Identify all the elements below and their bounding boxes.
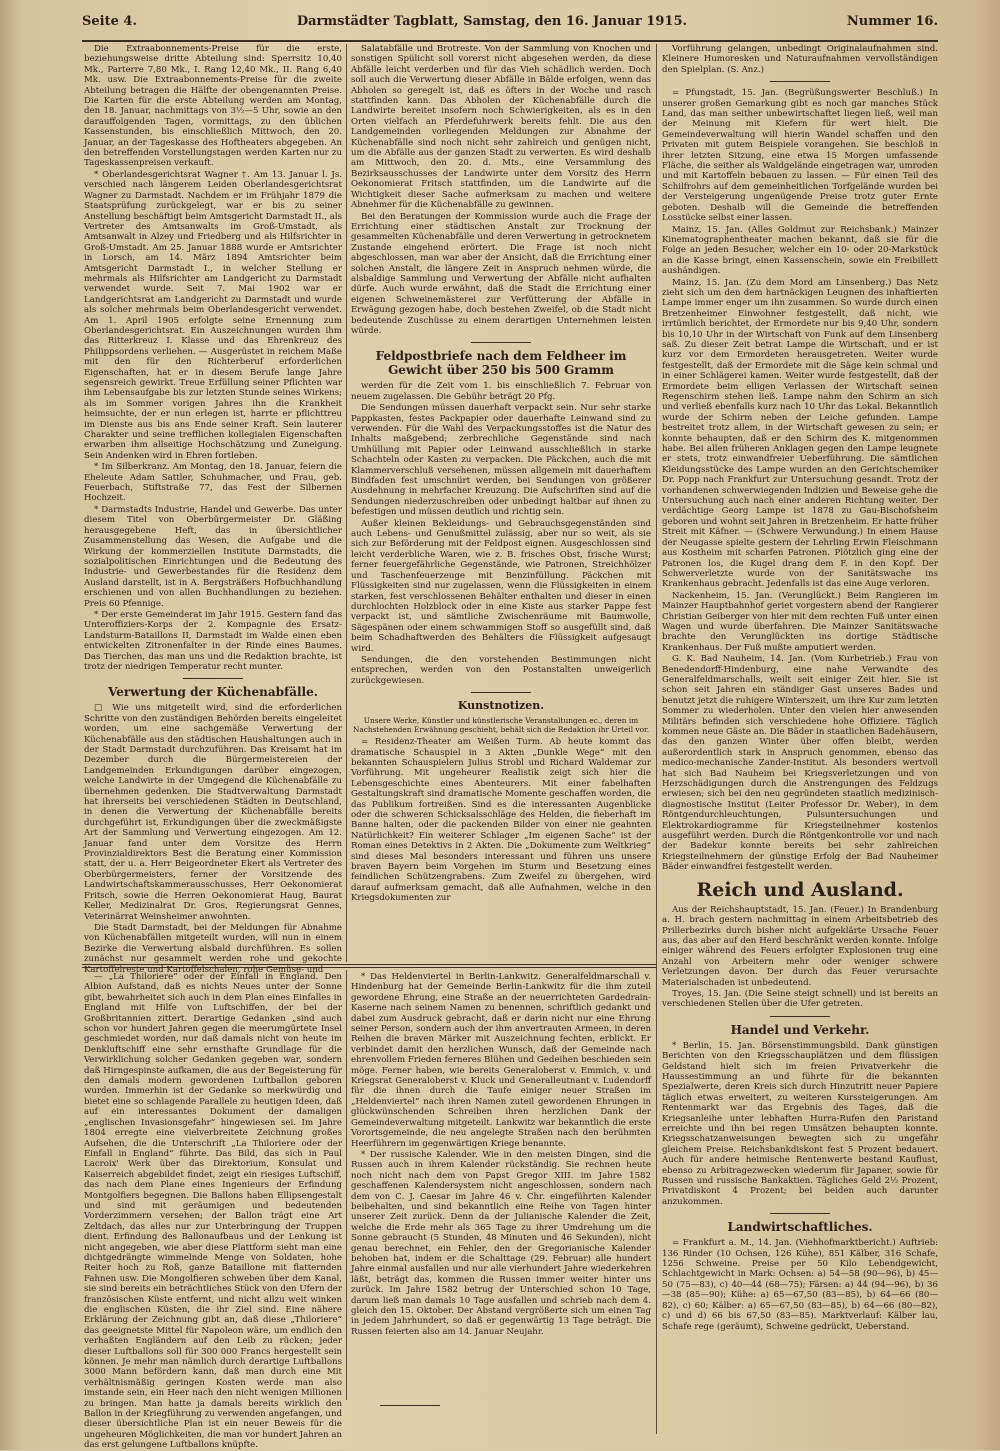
article-paragraph: Vorführung gelangen, unbedingt Originalaufnahmen sind. Kleinere Humoresken und Naturaufnahmen vervollständigen den Spielplan. (S. Anz.) [662, 44, 938, 75]
article-paragraph: Mainz, 15. Jan. (Alles Goldmut zur Reichsbank.) Mainzer Kinematographentheater machen bekannt, daß sie für die Folge an jeden Besucher, welcher ein 10- oder 20-Markstück an die Kasse bringt, einen Kassenschein, sowie ein Freibillett aushändigen. [662, 224, 938, 277]
column-rule [346, 44, 347, 962]
bottom-article-2 [351, 972, 651, 1400]
article-paragraph: Mainz, 15. Jan. (Zu dem Mord am Linsenberg.) Das Netz zieht sich um den dem hartnäckigen Leugnen des inhaftierten Lampe immer enger um ihn zusammen. So wurde durch einen Bretzenheimer Einwohner festgestellt, daß nicht, wie irrtümlich berichtet, der Ermordete nur bis 9,40 Uhr, sondern bis 10,10 Uhr in der Wirtschaft von Funk auf dem Linsenberg saß. Zu dieser Zeit betrat Lampe die Wirtschaft, und er ist kurz vor dem Ermordeten herausgetreten. Weiter wurde festgestellt, daß der Ermordete mit die Säge kein schmal und in einer Schlägerei kamen. Weiter wurde festgestellt, daß der Ermordete beim elligen Verlassen der Wirtschaft seinen Regenschirm stehen ließ. Lampe nahm den Schirm an sich und verließ ebenfalls kurz nach 10 Uhr das Lokal. Bekanntlich wurde der Schirm neben der Leiche gefunden. Lampe bestreitet trotz allem, in der Wirtschaft gewesen zu sein; er konnte behaupten, daß er den Schirm des K. mitgenommen habe. Bei allen früheren Anklagen gegen den Lampe leugnete er stets, trotz einwandfreier Ueberführung. Die sämtlichen Kleidungsstücke des Lampe wurden an den Gerichtschemiker Dr. Popp nach Frankfurt zur Untersuchung gesandt. Trotz der vorhandenen schwerwiegenden Indizien und Beweise gehe die Untersuchung auch nach einer anderen Richtung weiter. Der verdächtige Georg Lampe ist 1878 zu Gau-Bischofsheim geboren und wohnt seit Jahren in Bretzenheim. Er hatte früher Streit mit Käfner. — (Schwere Verwundung.) In einem Hause der Neugasse spielte gestern der Lehrling Erwin Fleischmann aus Kostheim mit scharfen Patronen. Plötzlich ging eine der Patronen los, die Kugel drang dem F. in den Kopf. Der Schwerverletzte wurde von der Sanitätswache ins Krankenhaus gebracht. Jedenfalls ist das eine Auge verloren. [662, 277, 938, 590]
column-rule [656, 44, 657, 1434]
column-rule [346, 970, 347, 1400]
article-paragraph: G. K. Bad Nauheim, 14. Jan. (Vom Kurbetrieb.) Frau von Benedendorff-Hindenburg, eine nahe Verwandte des Generalfeldmarschalls, weilt seit einiger Zeit hier. Sie ist schon seit Jahren ein ständiger Gast unseres Bades und benutzt jetzt die ruhigere Winterszeit, um ihre Kur zum letzten Sommer zu wiederholen. Unter den vielen hier anwesenden Militärs befinden sich verschiedene hohe Offiziere. Täglich kommen neue Gäste an. Die Bäder in staatlichen Badehäusern, das den ganzen Winter über offen bleibt, werden außerordentlich stark in Anspruch genommen, ebenso das medico-mechanische Zander-Institut. Als besonders wertvoll hat sich Bad Nauheim bei Kriegsverletzungen und von Herzschädigungen durch die Anstrengungen des Feldzugs erwiesen; sich bei den neu gegründeten staatlich medizinisch-diagnostische Institut (Leiter Professor Dr. Weber), in dem Röntgendurchleuchtungen, Pulsuntersuchungen und Elektrokardiogramme für Kriegsteilnehmer kostenlos ausgeführt werden. Durch die Röntgenkontrolle vor und nach der Badekur konnte bereits bei sehr zahlreichen Kriegsteilnehmern der günstige Erfolg der Bad Nauheimer Bäder einwandfrei festgestellt werden. [662, 654, 938, 873]
article-paragraph: = Frankfurt a. M., 14. Jan. (Viehhofmarktbericht.) Auftrieb: 136 Rinder (10 Ochsen, 126 Kühe), 851 Kälber, 316 Schafe, 1256 Schweine. Preise per 50 Kilo Lebendgewicht, Schlachtgewicht in Mark: Ochsen: a) 54—58 (90—96), b) 45—50 (75—83), c) 40—44 (68—75); Färsen: a) 44 (94—96), b) 36—38 (85—90); Kühe: a) 65—67,50 (83—85), b) 64—66 (80—82), c) 60; Kälber: a) 65—67,50 (83—85), b) 64—66 (80—82), c) und d) 66 bis 67,50 (83—85). Marktverlauf: Kälber lau, Schafe rege (geräumt), Schweine gedrückt, Ueberstand. [662, 1238, 938, 1332]
article-paragraph: = Residenz-Theater am Weißen Turm. Ab heute kommt das dramatische Schauspiel in 3 Akten „Dunkle Wege“ mit den bekannten Schauspielern Julius Strobl und Richard Waldemar zur Vorführung. Mit ungeheurer Realistik zeigt sich hier die Lebensgeschichte eines Abenteurers. Mit einer fabelhaften Gestaltungskraft sind dramatische Momente geschaffen worden, die das Publikum fortreißen. Sind es die interessanten Augenblicke oder die schweren Schicksalsschläge des Helden, die fieberhaft im Banne halten, oder die packenden Bilder von einer nie geahnten Natürlichkeit? Ein weiterer Schlager „Im eigenen Sache“ ist der Roman eines Detektivs in 2 Akten. Die „Dokumente zum Weltkrieg“ sind dieses Mal besonders interessant und führen uns unsere braven Bayern beim Vorgehen im Sturm und Besetzung eines feindlichen Schützengrabens. Zum Zweifel zu übergehen, wird darauf aufmerksam gemacht, daß alle Aufnahmen, welche in den Kriegsdokumenten zur [351, 737, 651, 904]
column-2 [351, 44, 651, 962]
article-paragraph: — „La Thiloriere“ oder der Einfall in England. Den Albion Aufstand, daß es nichts Neues unter der Sonne gibt, bewahrheitet sich auch in dem Plan eines Einfalles in England mit Hilfe von Luftschiffen, der bei der Großbritannien zittert. Derartige Gedanken „sind auch schon vor hundert Jahren gegen die meerumgürtete Insel geschmiedet worden, nur daß damals nicht von heute im Denkluftschiff eine sehr ernsthafte Grundlage für die Verwirklichung solcher Gedanken gegeben war, sondern daß Hirngespinste aufkamen, die aus der Begeisterung für den damals modern gewordenen Luftballon geboren wurden. Immerhin ist der Gedanke so merkwürdig und bietet eine so schlagende Parallele zu heutigen Ideen, daß auf ein interessantes Dokument der damaligen „englischen Invasionsgefahr“ hingewiesen sei. Im Jahre 1804 erregte eine vielverbreitete Zeichnung großes Aufsehen, die die Unterschrift „La Thiloriere oder der Einfall in England“ führte. Das Bild, das sich in Paul Lacroix' Werk über das Direktorium, Konsulat und Kaiserreich abgebildet findet, zeigt ein riesiges Luftschiff, das nach dem Plane eines Ingenieurs der Erfindung Montgolfiers begegnen. Die Ballons haben Ellipsengestalt und sind mit geräumigen und bedeutenden Vorderzimmern versehen; der Ballon trägt eine Art Zeltdach, das alles nur zur Unterbringung der Truppen dient. Erfindung des Ballonaufbaus und der Lenkung ist nicht angegeben, wie aber diese Plattform sieht man eine dichtgedrängte wimmelnde Menge von Soldaten, hohe Reiter hoch zu Roß, ganze Bataillone mit flatternden Fahnen usw. Die Mongolfieren schweben über dem Kanal, sie sind bereits ein beträchtliches Stück von den Ufern der französischen Küste entfernt, und nicht allzu weit winken die englischen Küsten, die ihr Ziel sind. Eine nähere Erklärung der Zeichnung gibt an, daß diese „Thiloriere“ das geeignetste Mittel für Napoleon wäre, um endlich den verhaßten Engländern auf den Leib zu rücken; jeder dieser Luftballons soll für 300 000 Francs hergestellt sein können. Je mehr man nämlich durch derartige Luftballons 3000 Mann befördern kann, daß man durch eine Mit verhältnismäßig geringen Kosten werde man also imstande sein, ein Heer nach den nicht wenigen Millionen zu bringen. Man hatte ja damals bereits wirklich den Ballon in der Kriegführung zu verwenden angefangen, und dieser übersichtliche Plan ist ein neuer Beweis für die ungeheuren Möglichkeiten, die man vor hundert Jahren an das erst gelungene Luftballons knüpfte. [84, 972, 342, 1451]
header-rule [82, 40, 938, 42]
article-paragraph: Außer kleinen Bekleidungs- und Gebrauchsgegenständen sind auch Lebens- und Genußmittel zulässig, aber nur so weit, als sie sich zur Beförderung mit der Feldpost eignen. Ausgeschlossen sind leicht verderbliche Waren, wie z. B. frisches Obst, frische Wurst; ferner feuergefährliche Gegenstände, wie Patronen, Streichhölzer und Taschenfeuerzeuge mit Benzinfüllung. Päckchen mit Flüssigkeiten sind nur zugelassen, wenn die Flüssigkeiten in einem starken, fest verschlossenen Behälter enthalten und dieser in einen durchlochten Holzblock oder in eine Kiste aus starker Pappe fest verpackt ist, und sämtliche Zwischenräume mit Baumwolle, Sägespänen oder einem schwammigen Stoff so ausgefüllt sind, daß beim Schadhaftwerden des Behälters die Flüssigkeit aufgesaugt wird. [351, 518, 651, 654]
separator-rule [183, 678, 243, 679]
article-paragraph: Bei den Beratungen der Kommission wurde auch die Frage der Errichtung einer städtischen Anstalt zur Trocknung der gesammelten Küchenabfälle und deren Verwertung in getrocknetem Zustande eingehend erörtert. Die Frage ist noch nicht abgeschlossen, man war aber der Ansicht, daß die Errichtung einer solchen Anstalt, die längere Zeit in Anspruch nehmen würde, die alsbaldige Sammlung und Verwertung der Abfälle nicht aufhalten dürfe. Auch wurde erwähnt, daß die Stadt die Errichtung einer eigenen Schweinemästerei zur Verfütterung der Abfälle in Erwägung gezogen habe, doch bestehen Zweifel, ob die Stadt nicht bedeutende Zuschüsse zu einem derartigen Unternehmen leisten würde. [351, 211, 651, 336]
section-heading: Feldpostbriefe nach dem Feldheer im Gewicht über 250 bis 500 Gramm [375, 349, 627, 378]
page-fold-shadow-right [972, 0, 1000, 1450]
separator-rule [770, 1213, 830, 1214]
separator-rule [471, 692, 531, 693]
article-paragraph: * Darmstadts Industrie, Handel und Gewerbe. Das unter diesem Titel von Oberbürgermeister Dr. Gläßing herausgegebene Heft, das in übersichtlicher Zusammenstellung das Wesen, die Aufgabe und die Wirkung der kommerziellen Institute Darmstadts, die sozialpolitischen Einrichtungen und die Bedeutung des Industrie- und Gewerbestandes für die Residenz dem Ausland darstellt, ist in A. Bergsträßers Hofbuchhandlung erschienen und von allen Buchhandlungen zu beziehen. Preis 60 Pfennige. [84, 504, 342, 609]
section-heading: Verwertung der Küchenabfälle. [108, 685, 318, 700]
article-paragraph: * Berlin, 15. Jan. Börsenstimmungsbild. Dank günstigen Berichten von den Kriegsschauplätzen und dem flüssigen Geldstand hielt sich im freien Privatverkehr die Haussestimmung an und führte für die bekannten Spezialwerte, deren Kreis sich durch Hinzutritt neuer Papiere täglich etwas erweitert, zu weiteren Kurssteigerungen. Am Rentenmarkt war das Ergebnis des Tages, daß die Kriegsanleihe unter lebhaften Hurra-Rufen den Paristand erreichte und ihn bei regen Umsätzen behaupten konnte. Kriegsschatzanweisungen bewegten sich zu ungefähr gleichem Preise. Reichsbankdiskont fest 5 Prozent bedauert. Auch für andere heimische Rentenwerte bestand Kauflust, ebenso zu Arbitragezwecken wiederum für Japaner, sowie für Russen und russische Bankaktien. Tägliches Geld 2½ Prozent, Privatdiskont 4 Prozent; bei beiden auch darunter anzukommen. [662, 1040, 938, 1207]
editorial-note: Unsere Werke, Künstler und künstlerische Veranstaltungen ec., deren im Nachstehenden Erwähnung geschieht, behält sich die Redaktion ihr Urteil vor. [352, 716, 650, 735]
article-paragraph: Aus der Reichshauptstadt, 15. Jan. (Feuer.) In Brandenburg a. H. brach gestern nachmittag in einem Arbeitsbetrieb des Prillerbezirks durch bisher nicht aufgeklärte Ursache Feuer aus, das aber auf den Herd beschränkt werden konnte. Infolge einiger während des Feuers erfolgter Explosionen trug eine Anzahl von Arbeitern mehr oder weniger schwere Verletzungen davon. Der durch das Feuer verursachte Materialschaden ist unbedeutend. [662, 904, 938, 988]
section-rule [82, 964, 656, 965]
article-paragraph: Die Extraabonnements-Preise für die erste, beziehungsweise dritte Abteilung sind: Sperrsitz 10,40 Mk., Parterre 7,80 Mk., I. Rang 12,40 Mk., II. Rang 6,40 Mk. usw. Die Extraabonnements-Preise für die zweite Abteilung betragen die Hälfte der obengenannten Preise. Die Karten für die erste Abteilung werden am Montag, den 18. Januar, nachmittags von 3½—5 Uhr, sowie an den darauffolgenden Tagen, vormittags, zu den üblichen Kassenstunden, bis einschließlich Mittwoch, den 20. Januar, an der Tageskasse des Hoftheaters abgegeben. An den betreffenden Vorstellungstagen werden Karten nur zu Tageskassenpreisen verkauft. [84, 44, 342, 169]
page-number: Seite 4. [82, 14, 137, 29]
article-paragraph: Die Stadt Darmstadt, bei der Meldungen für Abnahme von Küchenabfällen mitgeteilt wurden, will nun in einem Bezirke die Verwertung alsbald durchführen. Es sollen zunächst nur gesammelt werden rohe und gekochte Kartoffelreste und Kartoffelschalen, rohe Gemüse- und [84, 922, 342, 975]
article-paragraph: = Pfungstadt, 15. Jan. (Begrüßungswerter Beschluß.) In unserer großen Gemarkung gibt es noch gar manches Stück Land, das man seither unbewirtschaftet liegen ließ, weil man der Meinung mit Kiefern für wert hielt. Die Gemeindeverwaltung will hierin Wandel schaffen und den Privaten mit gutem Beispiele vorangehen. Sie beschloß in ihrer letzten Sitzung, eine etwa 15 Morgen umfassende Fläche, die seither als Waldgelände eingetragen war, umroden und mit Kartoffeln bebauen zu lassen. — Für einen Teil des Schilfrohrs auf dem gemeinheitlichen Torfgelände wurden bei der Versteigerung ungenügende Preise trotz guter Ernte geboten. Deshalb will die Gemeinde die betreffenden Losstücke selbst einer lassen. [662, 88, 938, 224]
article-paragraph: Die Sendungen müssen dauerhaft verpackt sein. Nur sehr starke Pappkasten, festes Packpapier oder dauerhafte Leinwand sind zu verwenden. Für die Wahl des Verpackungsstoffes ist die Natur des Inhalts maßgebend; zerbrechliche Gegenstände sind nach Umhüllung mit Papier oder Leinwand ausschließlich in starke Schachteln oder Kasten zu verpacken. Die Päckchen, auch die mit Klammerverschluß versehenen, müssen allgemein mit dauerhaftem Bindfaden fest umschnürt werden, bei Sendungen von größerer Ausdehnung in mehrfacher Kreuzung. Die Aufschriften sind auf die Sendungen niederzuschreiben oder unbedingt haltbar auf ihnen zu befestigen und müssen deutlich und richtig sein. [351, 403, 651, 518]
issue-number: Nummer 16. [846, 14, 938, 29]
section-heading: Handel und Verkehr. [730, 1022, 870, 1037]
section-rule [82, 967, 656, 968]
article-paragraph: * Der russische Kalender. Wie in den meisten Dingen, sind die Russen auch in ihrem Kalender rückständig. Sie rechnen heute noch nicht nach dem von Papst Gregor XIII. im Jahre 1582 geschaffenen Kalendersystem nicht angeschlossen, sondern nach dem von C. J. Caesar im Jahre 46 v. Chr. eingeführten Kalender beibehalten, und sind bekanntlich eine Reihe von Tagen hinter unserer Zeit zurück. Denn da der Julianische Kalender die Zeit, welche die Erde mehr als 365 Tage zu ihrer Umdrehung um die Sonne gebraucht (5 Stunden, 48 Minuten und 46 Sekunden), nicht genau berechnet, ein Fehler, den der Gregorianische Kalender behoben hat, indem er die Schalttage (29. Februar) alle hundert Jahre einmal ausfallen und nur alle vierhundert Jahre wiederkehren läßt, beträgt das, kommen die Russen immer weiter hinter uns zurück. Im Jahre 1582 betrug der Unterschied schon 10 Tage, darum ließ man damals 10 Tage ausfallen und schrieb nach dem 4. gleich den 15. Oktober. Der Abstand vergrößerte sich um einen Tag in jedem Jahrhundert, so daß er gegenwärtig 13 Tage beträgt. Die Russen feierten also am 14. Januar Neujahr. [351, 1149, 651, 1337]
page-fold-shadow-left [0, 0, 22, 1450]
section-heading: Landwirtschaftliches. [727, 1220, 873, 1235]
article-paragraph: Nackenheim, 15. Jan. (Verunglückt.) Beim Rangieren im Mainzer Hauptbahnhof geriet vorgestern abend der Rangierer Christian Geiberger von hier mit dem rechten Fuß unter einen Wagen und wurde überfahren. Die Mainzer Sanitätswache brachte den Verunglückten ins dortige Städtische Krankenhaus. Der Fuß mußte amputiert werden. [662, 590, 938, 653]
article-paragraph: * Der erste Gemeinderat im Jahr 1915. Gestern fand das Unteroffiziers-Korps der 2. Kompagnie des Ersatz-Landsturm-Bataillons II, Darmstadt im Walde einen eben entwickelten Zitronenfalter in der Rinde eines Baumes. Das Tierchen, das man uns und die Redaktion brachte, ist trotz der niedrigen Temperatur recht munter. [84, 609, 342, 672]
article-paragraph: Sendungen, die den vorstehenden Bestimmungen nicht entsprechen, werden von den Postanstalten unweigerlich zurückgewiesen. [351, 654, 651, 686]
article-paragraph: werden für die Zeit vom 1. bis einschließlich 7. Februar von neuem zugelassen. Die Gebühr beträgt 20 Pfg. [351, 381, 651, 402]
column-1 [84, 44, 342, 975]
section-heading: Reich und Ausland. [696, 878, 904, 901]
separator-rule [770, 81, 830, 82]
column-3 [662, 44, 938, 1436]
separator-rule [471, 342, 531, 343]
section-heading: Kunstnotizen. [457, 699, 545, 713]
article-paragraph: □ Wie uns mitgeteilt wird, sind die erforderlichen Schritte von den zuständigen Behörden bereits eingeleitet worden, um eine sachgemäße Verwertung der Küchenabfälle aus den städtischen Haushaltungen auch in der Stadt Darmstadt durchzuführen. Das Kreisamt hat im Dezember durch die Bürgermeistereien der Landgemeinden Erkundigungen darüber eingezogen, welche Landwirte in der Umgegend die Küchenabfälle zu übernehmen gedenken. Die Stadtverwaltung Darmstadt hat ihrerseits bei verschiedenen Städten in Deutschland, in denen die Verwertung der Küchenabfälle bereits durchgeführt ist, Erkundigungen über die zweckmäßigste Art der Sammlung und Verwertung eingezogen. Am 12. Januar fand unter dem Vorsitze des Herrn Provinzialdirektors Best die Beratung einer Kommission statt, der u. a. Herr Beigeordneter Ekert als Vertreter des Oberbürgermeisters, ferner der Vorsitzende des Landwirtschaftskammerausschusses, Herr Oekonomierat Fritsch, sowie die Herren Oekonomierat Haug, Baurat Keller, Medizinalrat Dr. Gros, Regierungsrat Gennes, Veterinärrat Weinsheimer anwohnten. [84, 703, 342, 922]
article-paragraph: * Das Heldenviertel in Berlin-Lankwitz. Generalfeldmarschall v. Hindenburg hat der Gemeinde Berlin-Lankwitz für die ihm zuteil gewordene Ehrung, eine Straße an der neuerrichteten Gardedrain-Kaserne nach seinem Namen zu benennen, schriftlich gedankt und dabei zum Ausdruck gebracht, daß er darin nicht nur eine Ehrung seiner Person, sondern auch der ihm anvertrauten Armeen, in deren Reihen die braven Märker mit Auszeichnung fechten, erblickt. Er verbindet damit den herzlichen Wunsch, daß der Gemeinde nach ehrenvollem Frieden ferneres Blühen und Gedeihen beschieden sein möge. Ferner haben, wie bereits Generaloberst v. Emmich, v. und Kriegsrat Generaloberst v. Kluck und Generalleutnant v. Ludendorff für die ihnen durch die Taufe einiger neuer Straßen im „Heldenviertel“ nach ihren Namen zuteil gewordenen Ehrungen in glückwünschenden Schreiben ihren herzlichen Dank der Gemeindeverwaltung mitgeteilt. Lankwitz war bekanntlich die erste Vorortsgemeinde, die neu angelegte Straßen nach den berühmten Heerführern im gegenwärtigen Kriege benannte. [351, 972, 651, 1149]
separator-rule [770, 1016, 830, 1017]
bottom-article-1 [84, 972, 342, 1451]
article-paragraph: Salatabfälle und Brotreste. Von der Sammlung von Knochen und sonstigen Spülicht soll vorerst nicht abgesehen werden, da diese Abfälle leicht verderben und für das Vieh schädlich werden. Doch soll auch die Verwertung dieser Abfälle in Bälde erfolgen, wenn das Abholen so geregelt ist, daß es öfters in der Woche und rasch stattfinden kann. Das Abholen der Küchenabfälle durch die Landwirte bereitet insofern noch Schwierigkeiten, als es in den Orten vielfach an Pferdefuhrwerk bereits fehlt. Die aus den Landgemeinden vorliegenden Meldungen zur Abnahme der Küchenabfälle sind noch nicht sehr zahlreich und genügen nicht, um die Abfälle aus der ganzen Stadt zu verwerten. Es wird deshalb am Mittwoch, den 20. d. Mts., eine Versammlung des Bezirksausschusses der Landwirte unter dem Vorsitz des Herrn Oekonomierat Fritsch stattfinden, um die Landwirte auf die Wichtigkeit dieser Sache aufmerksam zu machen und weitere Abnehmer für die Küchenabfälle zu gewinnen. [351, 44, 651, 211]
page-header [82, 14, 938, 36]
article-paragraph: Troyes, 15. Jan. (Die Seine steigt schnell) und ist bereits an verschiedenen Stellen über die Ufer getreten. [662, 988, 938, 1010]
newspaper-title: Darmstädter Tagblatt, Samstag, den 16. Januar 1915. [296, 14, 688, 29]
article-paragraph: * Im Silberkranz. Am Montag, den 18. Januar, feiern die Eheleute Adam Sattler, Schuhmacher, und Frau, geb. Feuerbach, Stiftstraße 77, das Fest der Silbernen Hochzeit. [84, 462, 342, 504]
end-rule [380, 1405, 440, 1406]
article-paragraph: * Oberlandesgerichtsrat Wagner †. Am 13. Januar l. Js. verschied nach längerem Leiden Oberlandesgerichtsrat Wagner zu Darmstadt. Nachdem er im Frühjahr 1879 die Staatsprüfung zurückgelegt, war er bis zu seiner Anstellung beschäftigt beim Amtsgericht Darmstadt II., als Vertreter des Amtsanwalts im Groß-Umstadt, als Amtsanwalt in Alzey und Friedberg und als Hilfsrichter in Groß-Umstadt. Am 25. Januar 1888 wurde er Amtsrichter in Lorsch, am 14. März 1894 Amtsrichter beim Amtsgericht Darmstadt I., in welcher Stellung er mehrmals als Hilfsrichter am Landgericht zu Darmstadt verwendet wurde. Seit 7. Mai 1902 war er Landgerichtsrat am Landgericht zu Darmstadt und wurde als solcher mehrmals beim Oberlandesgericht verwendet. Am 1. April 1905 erfolgte seine Ernennung zum Oberlandesgerichtsrat. Ein Auszeichnungen wurden ihm das Ritterkreuz I. Klasse und das Ehrenkreuz des Philippsordens verliehen. — Ausgerüstet in reichem Maße mit den für den Richterberuf erforderlichen Eigenschaften, hat er in diesem Berufe lange Jahre segensreich gewirkt. Treue Erfüllung seiner Pflichten war ihm Lebensaufgabe bis zur letzten Stunde seines Wirkens; als im Sommer vorigen Jahres ihn die Krankheit heimsuchte, der er nun erlegen ist, harrte er pflichttreu im Dienste aus bis ans Ende seiner Kraft. Sein lauterer Charakter und seine trefflichen kollegialen Eigenschaften erwarben ihm allseitige Hochschätzung und Zuneigung. Sein Andenken wird in Ehren fortleben. [84, 169, 342, 461]
